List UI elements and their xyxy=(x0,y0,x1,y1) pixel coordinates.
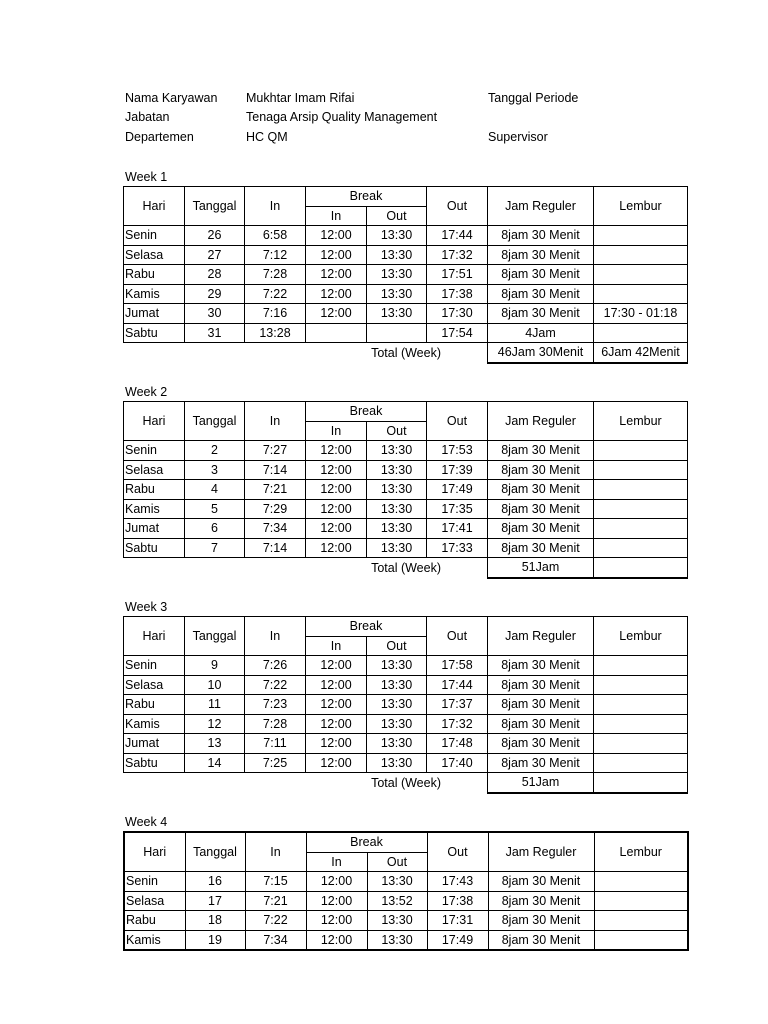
cell-break-in: 12:00 xyxy=(306,265,367,285)
cell-lembur xyxy=(594,480,688,500)
cell-break-out: 13:30 xyxy=(367,304,427,324)
col-header-lembur: Lembur xyxy=(594,832,688,872)
table-row xyxy=(124,753,688,773)
cell-in: 7:22 xyxy=(245,675,306,695)
table-row xyxy=(124,538,688,558)
cell-jam-reguler: 8jam 30 Menit xyxy=(488,480,594,500)
cell-jam-reguler: 4Jam xyxy=(488,323,594,343)
table-row xyxy=(124,519,688,539)
cell-jam-reguler: 8jam 30 Menit xyxy=(488,265,594,285)
cell-break-out: 13:30 xyxy=(367,284,427,304)
total-lembur xyxy=(594,773,688,793)
cell-jam-reguler: 8jam 30 Menit xyxy=(488,911,594,931)
cell-hari: Senin xyxy=(124,226,185,246)
cell-hari: Jumat xyxy=(124,734,185,754)
cell-jam-reguler: 8jam 30 Menit xyxy=(488,460,594,480)
cell-lembur xyxy=(594,872,688,892)
cell-break-out: 13:30 xyxy=(367,226,427,246)
cell-break-out: 13:30 xyxy=(367,265,427,285)
cell-lembur xyxy=(594,441,688,461)
col-header-break-out: Out xyxy=(367,421,427,441)
col-header-hari: Hari xyxy=(124,187,185,226)
cell-tanggal: 19 xyxy=(185,930,245,950)
cell-tanggal: 28 xyxy=(185,265,245,285)
table-row xyxy=(124,695,688,715)
table-header-row xyxy=(124,832,688,852)
col-header-hari: Hari xyxy=(124,832,185,872)
cell-tanggal: 16 xyxy=(185,872,245,892)
cell-tanggal: 9 xyxy=(185,656,245,676)
cell-out: 17:39 xyxy=(427,460,488,480)
cell-out: 17:30 xyxy=(427,304,488,324)
total-jam-reguler: 51Jam xyxy=(488,773,594,793)
table-row xyxy=(124,734,688,754)
table-row xyxy=(124,656,688,676)
table-row xyxy=(124,226,688,246)
cell-out: 17:41 xyxy=(427,519,488,539)
cell-break-out: 13:30 xyxy=(367,734,427,754)
col-header-in: In xyxy=(245,832,306,872)
cell-in: 6:58 xyxy=(245,226,306,246)
cell-break-in: 12:00 xyxy=(306,245,367,265)
col-header-in: In xyxy=(245,187,306,226)
cell-tanggal: 3 xyxy=(185,460,245,480)
cell-jam-reguler: 8jam 30 Menit xyxy=(488,753,594,773)
col-header-tanggal: Tanggal xyxy=(185,617,245,656)
cell-jam-reguler: 8jam 30 Menit xyxy=(488,245,594,265)
cell-jam-reguler: 8jam 30 Menit xyxy=(488,872,594,892)
cell-break-in: 12:00 xyxy=(306,930,367,950)
cell-break-in: 12:00 xyxy=(306,695,367,715)
cell-hari: Jumat xyxy=(124,519,185,539)
cell-hari: Senin xyxy=(124,872,185,892)
total-row xyxy=(124,343,688,363)
cell-out: 17:58 xyxy=(427,656,488,676)
cell-break-out: 13:30 xyxy=(367,460,427,480)
cell-lembur xyxy=(594,930,688,950)
table-row xyxy=(124,930,688,950)
cell-lembur xyxy=(594,714,688,734)
cell-lembur xyxy=(594,911,688,931)
col-header-tanggal: Tanggal xyxy=(185,402,245,441)
cell-lembur xyxy=(594,891,688,911)
cell-tanggal: 30 xyxy=(185,304,245,324)
cell-jam-reguler: 8jam 30 Menit xyxy=(488,891,594,911)
cell-lembur xyxy=(594,226,688,246)
cell-break-out: 13:30 xyxy=(367,480,427,500)
col-header-break-in: In xyxy=(306,852,367,872)
cell-in: 7:23 xyxy=(245,695,306,715)
cell-hari: Senin xyxy=(124,441,185,461)
cell-in: 7:15 xyxy=(245,872,306,892)
cell-jam-reguler: 8jam 30 Menit xyxy=(488,304,594,324)
cell-tanggal: 31 xyxy=(185,323,245,343)
cell-break-out: 13:30 xyxy=(367,656,427,676)
cell-out: 17:53 xyxy=(427,441,488,461)
cell-break-in: 12:00 xyxy=(306,499,367,519)
supervisor-label: Supervisor xyxy=(488,130,548,144)
cell-in: 13:28 xyxy=(245,323,306,343)
cell-break-in: 12:00 xyxy=(306,656,367,676)
col-header-break-in: In xyxy=(306,421,367,441)
cell-hari: Selasa xyxy=(124,675,185,695)
col-header-lembur: Lembur xyxy=(594,617,688,656)
table-row xyxy=(124,441,688,461)
cell-in: 7:12 xyxy=(245,245,306,265)
cell-jam-reguler: 8jam 30 Menit xyxy=(488,656,594,676)
table-row xyxy=(124,911,688,931)
cell-hari: Jumat xyxy=(124,304,185,324)
cell-in: 7:22 xyxy=(245,284,306,304)
cell-lembur: 17:30 - 01:18 xyxy=(594,304,688,324)
position-label: Jabatan xyxy=(125,110,170,124)
col-header-in: In xyxy=(245,617,306,656)
col-header-break: Break xyxy=(306,832,427,852)
cell-out: 17:38 xyxy=(427,891,488,911)
table-header-row xyxy=(124,617,688,637)
cell-tanggal: 11 xyxy=(185,695,245,715)
cell-break-in: 12:00 xyxy=(306,480,367,500)
cell-hari: Kamis xyxy=(124,930,185,950)
col-header-hari: Hari xyxy=(124,402,185,441)
period-label: Tanggal Periode xyxy=(488,91,579,105)
cell-tanggal: 26 xyxy=(185,226,245,246)
cell-break-in: 12:00 xyxy=(306,911,367,931)
cell-break-in: 12:00 xyxy=(306,441,367,461)
cell-out: 17:48 xyxy=(427,734,488,754)
cell-out: 17:31 xyxy=(427,911,488,931)
cell-break-in: 12:00 xyxy=(306,519,367,539)
cell-lembur xyxy=(594,519,688,539)
table-row xyxy=(124,304,688,324)
cell-in: 7:22 xyxy=(245,911,306,931)
cell-out: 17:49 xyxy=(427,480,488,500)
col-header-out: Out xyxy=(427,187,488,226)
cell-tanggal: 29 xyxy=(185,284,245,304)
cell-break-out: 13:30 xyxy=(367,519,427,539)
cell-jam-reguler: 8jam 30 Menit xyxy=(488,538,594,558)
col-header-jam-reguler: Jam Reguler xyxy=(488,187,594,226)
table-row xyxy=(124,284,688,304)
cell-jam-reguler: 8jam 30 Menit xyxy=(488,675,594,695)
col-header-break: Break xyxy=(306,187,427,207)
col-header-jam-reguler: Jam Reguler xyxy=(488,617,594,656)
cell-tanggal: 2 xyxy=(185,441,245,461)
week-table xyxy=(123,401,688,579)
cell-hari: Sabtu xyxy=(124,323,185,343)
cell-out: 17:33 xyxy=(427,538,488,558)
table-row xyxy=(124,460,688,480)
cell-out: 17:43 xyxy=(427,872,488,892)
table-row xyxy=(124,872,688,892)
cell-jam-reguler: 8jam 30 Menit xyxy=(488,441,594,461)
cell-hari: Kamis xyxy=(124,284,185,304)
cell-hari: Kamis xyxy=(124,714,185,734)
cell-hari: Rabu xyxy=(124,911,185,931)
total-label: Total (Week) xyxy=(371,560,441,575)
cell-lembur xyxy=(594,753,688,773)
col-header-lembur: Lembur xyxy=(594,402,688,441)
total-label: Total (Week) xyxy=(371,775,441,790)
col-header-out: Out xyxy=(427,832,488,872)
cell-lembur xyxy=(594,675,688,695)
cell-break-in: 12:00 xyxy=(306,872,367,892)
total-jam-reguler: 46Jam 30Menit xyxy=(488,343,594,363)
cell-in: 7:29 xyxy=(245,499,306,519)
cell-tanggal: 6 xyxy=(185,519,245,539)
total-label: Total (Week) xyxy=(371,345,441,360)
cell-break-out: 13:30 xyxy=(367,245,427,265)
cell-break-out: 13:30 xyxy=(367,930,427,950)
col-header-lembur: Lembur xyxy=(594,187,688,226)
cell-jam-reguler: 8jam 30 Menit xyxy=(488,499,594,519)
cell-break-out: 13:30 xyxy=(367,911,427,931)
total-lembur: 6Jam 42Menit xyxy=(594,343,688,363)
cell-break-in: 12:00 xyxy=(306,538,367,558)
col-header-break-out: Out xyxy=(367,852,427,872)
col-header-in: In xyxy=(245,402,306,441)
cell-tanggal: 7 xyxy=(185,538,245,558)
cell-in: 7:11 xyxy=(245,734,306,754)
cell-break-in: 12:00 xyxy=(306,226,367,246)
cell-tanggal: 17 xyxy=(185,891,245,911)
cell-in: 7:14 xyxy=(245,538,306,558)
cell-out: 17:44 xyxy=(427,675,488,695)
cell-jam-reguler: 8jam 30 Menit xyxy=(488,695,594,715)
cell-tanggal: 27 xyxy=(185,245,245,265)
cell-lembur xyxy=(594,734,688,754)
cell-hari: Senin xyxy=(124,656,185,676)
cell-lembur xyxy=(594,538,688,558)
cell-break-in: 12:00 xyxy=(306,284,367,304)
cell-lembur xyxy=(594,656,688,676)
cell-lembur xyxy=(594,284,688,304)
table-header-row xyxy=(124,187,688,207)
cell-hari: Rabu xyxy=(124,265,185,285)
cell-tanggal: 13 xyxy=(185,734,245,754)
col-header-tanggal: Tanggal xyxy=(185,832,245,872)
table-row xyxy=(124,245,688,265)
cell-lembur xyxy=(594,499,688,519)
week-label: Week 2 xyxy=(125,385,168,399)
col-header-jam-reguler: Jam Reguler xyxy=(488,402,594,441)
department-label: Departemen xyxy=(125,130,194,144)
col-header-break-out: Out xyxy=(367,206,427,226)
col-header-out: Out xyxy=(427,402,488,441)
cell-hari: Kamis xyxy=(124,499,185,519)
col-header-tanggal: Tanggal xyxy=(185,187,245,226)
table-row xyxy=(124,675,688,695)
cell-out: 17:51 xyxy=(427,265,488,285)
cell-hari: Selasa xyxy=(124,245,185,265)
cell-in: 7:21 xyxy=(245,891,306,911)
cell-tanggal: 18 xyxy=(185,911,245,931)
cell-tanggal: 12 xyxy=(185,714,245,734)
week-label: Week 3 xyxy=(125,600,168,614)
cell-break-in: 12:00 xyxy=(306,675,367,695)
cell-lembur xyxy=(594,265,688,285)
total-jam-reguler: 51Jam xyxy=(488,558,594,578)
cell-out: 17:40 xyxy=(427,753,488,773)
cell-out: 17:32 xyxy=(427,245,488,265)
cell-tanggal: 10 xyxy=(185,675,245,695)
cell-lembur xyxy=(594,460,688,480)
table-row xyxy=(124,891,688,911)
cell-lembur xyxy=(594,323,688,343)
cell-break-out xyxy=(367,323,427,343)
col-header-break: Break xyxy=(306,402,427,422)
week-table xyxy=(123,831,689,951)
col-header-break-out: Out xyxy=(367,636,427,656)
table-row xyxy=(124,480,688,500)
cell-in: 7:26 xyxy=(245,656,306,676)
col-header-jam-reguler: Jam Reguler xyxy=(488,832,594,872)
cell-hari: Sabtu xyxy=(124,753,185,773)
table-row xyxy=(124,714,688,734)
cell-tanggal: 5 xyxy=(185,499,245,519)
cell-out: 17:54 xyxy=(427,323,488,343)
cell-in: 7:34 xyxy=(245,930,306,950)
cell-lembur xyxy=(594,245,688,265)
table-header-row xyxy=(124,402,688,422)
col-header-break-in: In xyxy=(306,206,367,226)
total-lembur xyxy=(594,558,688,578)
cell-break-in: 12:00 xyxy=(306,734,367,754)
cell-hari: Selasa xyxy=(124,891,185,911)
cell-in: 7:28 xyxy=(245,265,306,285)
cell-jam-reguler: 8jam 30 Menit xyxy=(488,284,594,304)
cell-break-in xyxy=(306,323,367,343)
name-label: Nama Karyawan xyxy=(125,91,218,105)
cell-break-out: 13:52 xyxy=(367,891,427,911)
week-table xyxy=(123,186,688,364)
week-label: Week 1 xyxy=(125,170,168,184)
col-header-break: Break xyxy=(306,617,427,637)
cell-jam-reguler: 8jam 30 Menit xyxy=(488,519,594,539)
table-row xyxy=(124,265,688,285)
col-header-hari: Hari xyxy=(124,617,185,656)
cell-out: 17:37 xyxy=(427,695,488,715)
cell-hari: Sabtu xyxy=(124,538,185,558)
cell-jam-reguler: 8jam 30 Menit xyxy=(488,714,594,734)
cell-in: 7:21 xyxy=(245,480,306,500)
cell-break-out: 13:30 xyxy=(367,753,427,773)
cell-in: 7:28 xyxy=(245,714,306,734)
department-value: HC QM xyxy=(246,130,288,144)
total-row xyxy=(124,773,688,793)
cell-tanggal: 4 xyxy=(185,480,245,500)
cell-break-out: 13:30 xyxy=(367,441,427,461)
cell-in: 7:14 xyxy=(245,460,306,480)
cell-break-out: 13:30 xyxy=(367,872,427,892)
cell-out: 17:35 xyxy=(427,499,488,519)
cell-break-out: 13:30 xyxy=(367,714,427,734)
name-value: Mukhtar Imam Rifai xyxy=(246,91,355,105)
col-header-out: Out xyxy=(427,617,488,656)
cell-hari: Rabu xyxy=(124,480,185,500)
cell-break-in: 12:00 xyxy=(306,460,367,480)
cell-out: 17:44 xyxy=(427,226,488,246)
cell-out: 17:49 xyxy=(427,930,488,950)
cell-break-out: 13:30 xyxy=(367,499,427,519)
cell-out: 17:32 xyxy=(427,714,488,734)
cell-hari: Rabu xyxy=(124,695,185,715)
cell-tanggal: 14 xyxy=(185,753,245,773)
total-row xyxy=(124,558,688,578)
cell-break-out: 13:30 xyxy=(367,695,427,715)
cell-in: 7:34 xyxy=(245,519,306,539)
cell-break-in: 12:00 xyxy=(306,891,367,911)
col-header-break-in: In xyxy=(306,636,367,656)
cell-jam-reguler: 8jam 30 Menit xyxy=(488,734,594,754)
cell-in: 7:25 xyxy=(245,753,306,773)
cell-break-in: 12:00 xyxy=(306,714,367,734)
cell-break-in: 12:00 xyxy=(306,304,367,324)
position-value: Tenaga Arsip Quality Management xyxy=(246,110,438,124)
cell-out: 17:38 xyxy=(427,284,488,304)
cell-lembur xyxy=(594,695,688,715)
cell-break-out: 13:30 xyxy=(367,538,427,558)
table-row xyxy=(124,499,688,519)
week-label: Week 4 xyxy=(125,815,168,829)
cell-hari: Selasa xyxy=(124,460,185,480)
cell-in: 7:16 xyxy=(245,304,306,324)
week-table xyxy=(123,616,688,794)
cell-break-out: 13:30 xyxy=(367,675,427,695)
cell-in: 7:27 xyxy=(245,441,306,461)
cell-jam-reguler: 8jam 30 Menit xyxy=(488,930,594,950)
cell-jam-reguler: 8jam 30 Menit xyxy=(488,226,594,246)
cell-break-in: 12:00 xyxy=(306,753,367,773)
table-row xyxy=(124,323,688,343)
